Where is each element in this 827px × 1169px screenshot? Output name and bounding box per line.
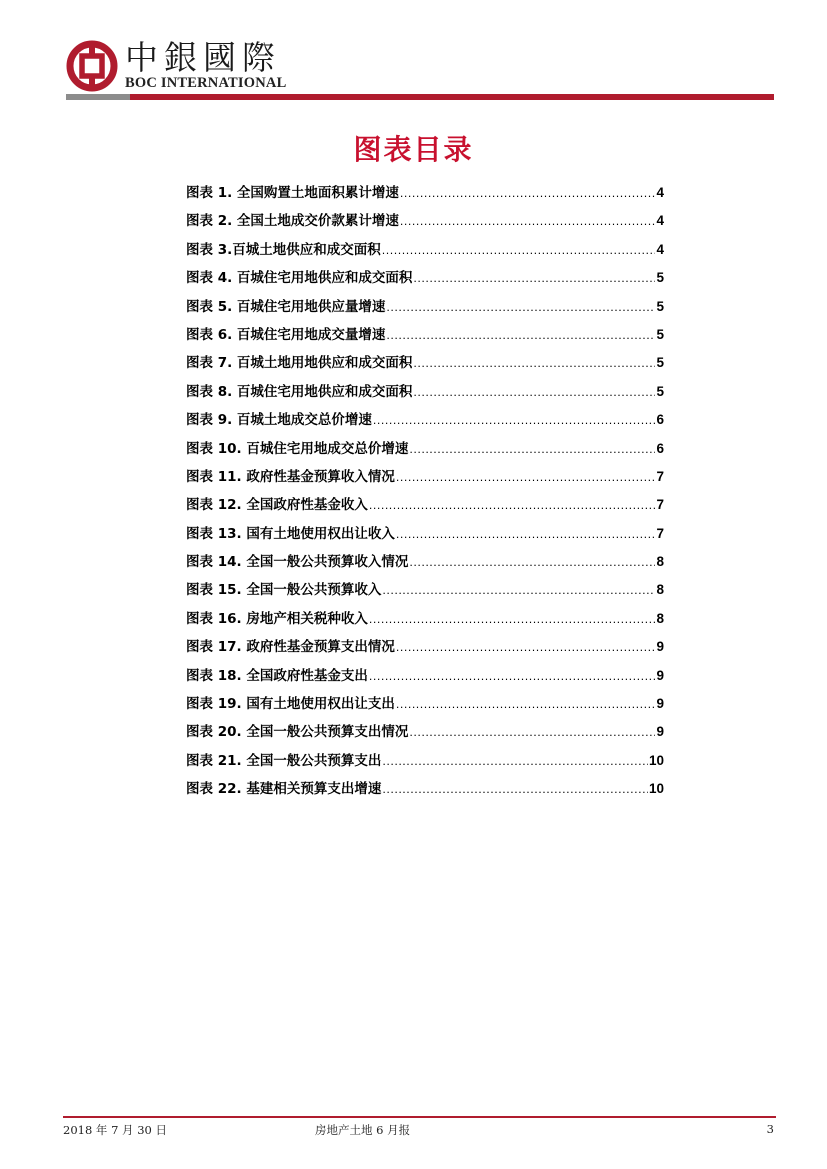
toc-entry-label[interactable]: 图表 15. 全国一般公共预算收入 (186, 582, 382, 599)
toc-entry-label[interactable]: 图表 21. 全国一般公共预算支出 (186, 752, 382, 769)
toc-entry-label[interactable]: 图表 6. 百城住宅用地成交量增速 (186, 326, 386, 343)
toc-entry[interactable] (186, 550, 664, 578)
toc-entry[interactable] (186, 720, 664, 748)
toc-entry-leader (382, 584, 655, 597)
toc-entry[interactable] (186, 749, 664, 777)
toc-entry-leader (396, 528, 656, 541)
toc-entry-leader (400, 215, 656, 228)
toc-entry-page[interactable]: 4 (656, 213, 664, 229)
toc-entry-page[interactable]: 10 (648, 752, 664, 768)
toc-entry[interactable] (186, 323, 664, 351)
toc-entry-page[interactable]: 9 (656, 667, 664, 683)
toc-entry-leader (413, 386, 655, 399)
toc-entry-page[interactable]: 5 (656, 298, 664, 314)
toc-entry-leader (382, 783, 648, 796)
toc-entry-label[interactable]: 图表 3.百城土地供应和成交面积 (186, 241, 381, 258)
toc-entry-leader (396, 641, 656, 654)
toc-entry-page[interactable]: 9 (656, 696, 664, 712)
toc-entry-page[interactable]: 5 (656, 355, 664, 371)
toc-entry-leader (400, 187, 656, 200)
toc-entry[interactable] (186, 295, 664, 323)
toc-entry-label[interactable]: 图表 14. 全国一般公共预算收入情况 (186, 554, 409, 571)
toc-entry-label[interactable]: 图表 12. 全国政府性基金收入 (186, 497, 368, 514)
toc-entry[interactable] (186, 777, 664, 805)
toc-entry-leader (382, 244, 656, 257)
toc-entry-page[interactable]: 10 (648, 781, 664, 797)
toc-entry-leader (409, 443, 655, 456)
toc-entry[interactable] (186, 692, 664, 720)
toc-entry-page[interactable]: 7 (656, 525, 664, 541)
toc-entry[interactable] (186, 266, 664, 294)
toc-entry[interactable] (186, 437, 664, 465)
toc-entry-page[interactable]: 5 (656, 326, 664, 342)
header-divider (66, 94, 774, 100)
toc-entry-label[interactable]: 图表 18. 全国政府性基金支出 (186, 667, 368, 684)
toc-entry[interactable] (186, 465, 664, 493)
toc-entry-page[interactable]: 5 (656, 270, 664, 286)
toc-entry-leader (369, 499, 656, 512)
toc-entry-page[interactable]: 6 (656, 412, 664, 428)
toc-title: 图表目录 (353, 133, 474, 166)
toc-entry-label[interactable]: 图表 4. 百城住宅用地供应和成交面积 (186, 270, 413, 287)
toc-entry-leader (369, 670, 656, 683)
toc-entry-page[interactable]: 8 (656, 610, 664, 626)
toc-entry-leader (382, 755, 648, 768)
toc-entry-leader (409, 726, 655, 739)
header-divider-red (130, 94, 774, 100)
toc-entry[interactable] (186, 238, 664, 266)
toc-entry-leader (369, 613, 656, 626)
toc-entry-label[interactable]: 图表 2. 全国土地成交价款累计增速 (186, 213, 399, 230)
toc-entry-label[interactable]: 图表 9. 百城土地成交总价增速 (186, 412, 372, 429)
toc-entry[interactable] (186, 664, 664, 692)
toc-entry-leader (409, 556, 655, 569)
toc-entry-label[interactable]: 图表 20. 全国一般公共预算支出情况 (186, 724, 409, 741)
toc-entry-label[interactable]: 图表 5. 百城住宅用地供应量增速 (186, 298, 386, 315)
toc-entry[interactable] (186, 380, 664, 408)
toc-entry-leader (386, 329, 655, 342)
toc-entry-leader (413, 272, 655, 285)
toc-list (186, 181, 664, 806)
toc-entry-label[interactable]: 图表 11. 政府性基金预算收入情况 (186, 468, 395, 485)
toc-entry-page[interactable]: 9 (656, 639, 664, 655)
header-divider-gray (66, 94, 130, 100)
toc-entry-label[interactable]: 图表 10. 百城住宅用地成交总价增速 (186, 440, 409, 457)
page-header (66, 38, 774, 102)
toc-entry-page[interactable]: 7 (656, 497, 664, 513)
footer-report-title: 房地产土地 6 月报 (315, 1123, 411, 1137)
toc-entry-page[interactable]: 4 (656, 185, 664, 200)
toc-entry-page[interactable]: 8 (656, 582, 664, 598)
toc-entry-leader (373, 414, 656, 427)
brand-name-chinese: 中銀國際 (125, 38, 281, 77)
toc-entry-label[interactable]: 图表 22. 基建相关预算支出增速 (186, 781, 382, 798)
toc-entry[interactable] (186, 607, 664, 635)
toc-entry[interactable] (186, 209, 664, 237)
toc-entry[interactable] (186, 351, 664, 379)
toc-entry-label[interactable]: 图表 19. 国有土地使用权出让支出 (186, 696, 395, 713)
toc-entry[interactable] (186, 408, 664, 436)
page-footer (63, 1116, 776, 1142)
toc-entry[interactable] (186, 181, 664, 209)
toc-entry[interactable] (186, 578, 664, 606)
toc-entry-page[interactable]: 9 (656, 724, 664, 740)
toc-entry-label[interactable]: 图表 7. 百城土地用地供应和成交面积 (186, 355, 413, 372)
toc-entry-label[interactable]: 图表 1. 全国购置土地面积累计增速 (186, 185, 399, 201)
toc-entry-page[interactable]: 5 (656, 383, 664, 399)
toc-entry-leader (396, 698, 656, 711)
footer-page-number: 3 (766, 1122, 774, 1136)
toc-entry[interactable] (186, 493, 664, 521)
toc-entry-page[interactable]: 6 (656, 440, 664, 456)
toc-entry-leader (396, 471, 656, 484)
toc-entry-label[interactable]: 图表 8. 百城住宅用地供应和成交面积 (186, 383, 413, 400)
toc-entry-label[interactable]: 图表 17. 政府性基金预算支出情况 (186, 639, 395, 656)
toc-entry-page[interactable]: 4 (656, 241, 664, 257)
toc-entry[interactable] (186, 635, 664, 663)
footer-date: 2018 年 7 月 30 日 (63, 1123, 167, 1137)
toc-entry-leader (413, 357, 655, 370)
toc-entry-label[interactable]: 图表 16. 房地产相关税种收入 (186, 610, 368, 627)
toc-entry-label[interactable]: 图表 13. 国有土地使用权出让收入 (186, 525, 395, 542)
footer-divider (63, 1116, 776, 1118)
toc-entry-leader (386, 301, 655, 314)
brand-name-english: BOC INTERNATIONAL (125, 75, 287, 91)
toc-entry[interactable] (186, 522, 664, 550)
toc-entry-page[interactable]: 7 (656, 468, 664, 484)
boc-logo-icon (66, 40, 118, 92)
toc-entry-page[interactable]: 8 (656, 554, 664, 570)
